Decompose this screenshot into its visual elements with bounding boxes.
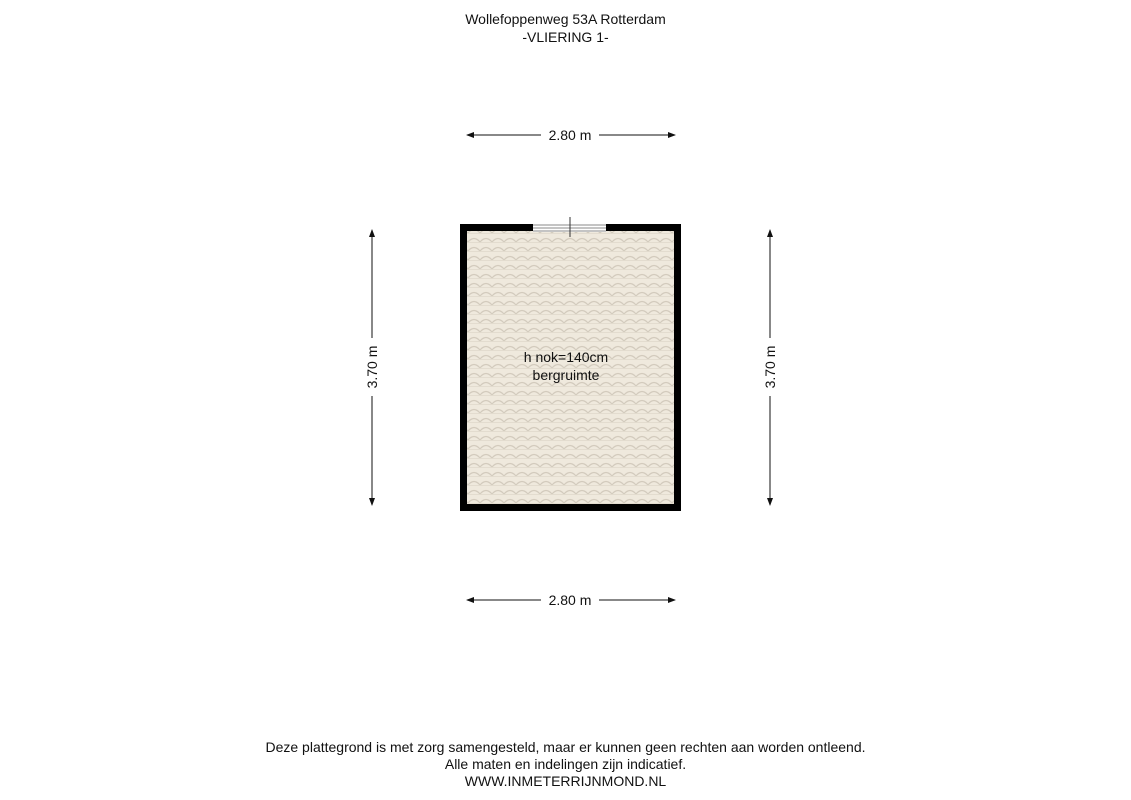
dimension-bottom-label: 2.80 m (548, 592, 592, 608)
room-height-note: h nok=140cm (523, 349, 609, 365)
room-name: bergruimte (532, 367, 600, 383)
dimension-left-label: 3.70 m (364, 345, 380, 389)
address-title: Wollefoppenweg 53A Rotterdam (465, 11, 666, 27)
dimension-top-label: 2.80 m (548, 127, 592, 143)
website-text: WWW.INMETERRIJNMOND.NL (464, 773, 667, 789)
floor-title: -VLIERING 1- (522, 29, 609, 45)
dimension-bottom (467, 592, 675, 608)
dimension-top (467, 127, 675, 143)
indicative-note: Alle maten en indelingen zijn indicatief. (444, 756, 687, 772)
dimension-right (762, 230, 778, 505)
dimension-right-label: 3.70 m (762, 345, 778, 389)
dimension-left (364, 230, 380, 505)
disclaimer-text: Deze plattegrond is met zorg samengesteld, maar er kunnen geen rechten aan worden ontleend. (265, 739, 866, 755)
